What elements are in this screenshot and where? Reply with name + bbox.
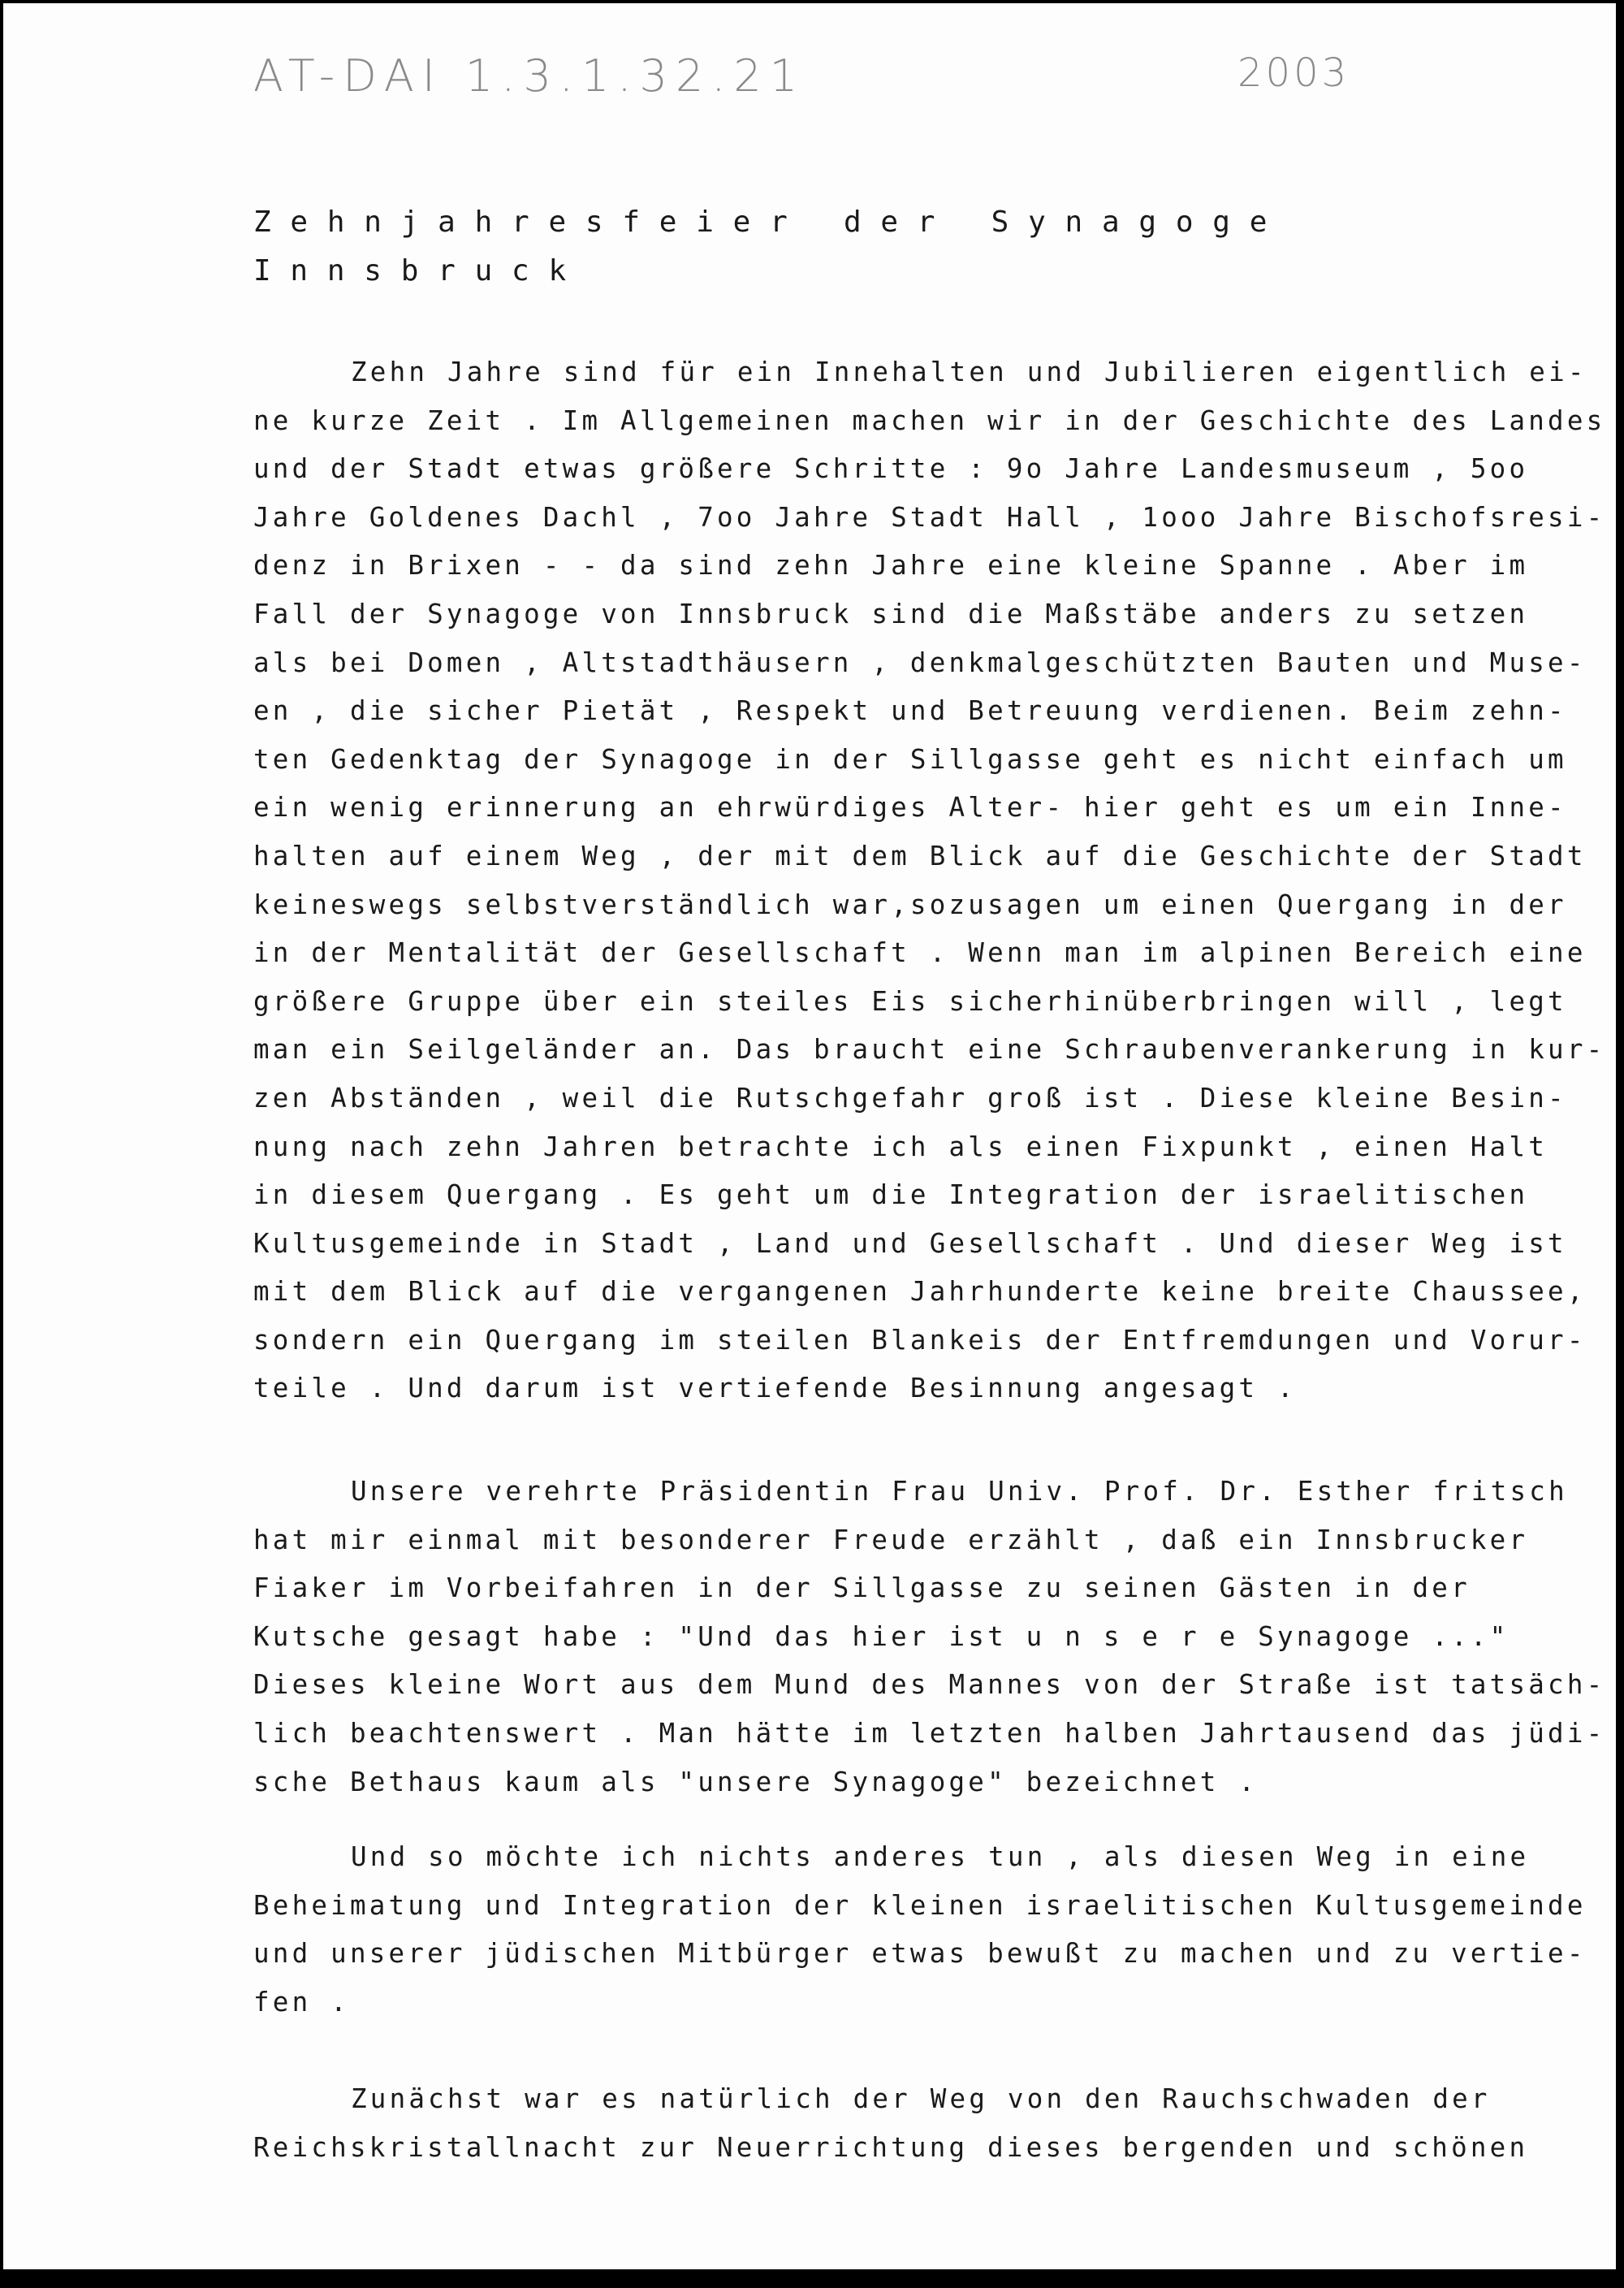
paragraph-line: halten auf einem Weg , der mit dem Blick auf die Geschichte der Stadt (253, 840, 1587, 872)
paragraph-line: Unsere verehrte Präsidentin Frau Univ. Prof. Dr. Esther fritsch (351, 1476, 1568, 1507)
paragraph-line: und unserer jüdischen Mitbürger etwas bewußt zu machen und zu vertie- (253, 1938, 1587, 1970)
paragraph-line: mit dem Blick auf die vergangenen Jahrhunderte keine breite Chaussee, (253, 1276, 1587, 1308)
paragraph-line: Beheimatung und Integration der kleinen israelitischen Kultusgemeinde (253, 1889, 1587, 1921)
paragraph-line: sche Bethaus kaum als "unsere Synagoge" bezeichnet . (253, 1766, 1259, 1797)
document-title (253, 198, 1286, 296)
paragraph-line: ein wenig erinnerung an ehrwürdiges Alter- hier geht es um ein Inne- (253, 792, 1567, 824)
paragraph-line: Fiaker im Vorbeifahren in der Sillgasse zu seinen Gästen in der (253, 1572, 1471, 1604)
paragraph-line: Dieses kleine Wort aus dem Mund des Mannes von der Straße ist tatsäch- (253, 1669, 1606, 1701)
paragraph-line: Fall der Synagoge von Innsbruck sind die Maßstäbe anders zu setzen (253, 598, 1529, 629)
paragraph-line: keineswegs selbstverständlich war,sozusagen um einen Quergang in der (253, 889, 1567, 920)
title-line-1: Zehnjahresfeier der Synagoge (253, 205, 1287, 239)
paragraph-line: Zehn Jahre sind für ein Innehalten und Jubilieren eigentlich ei- (351, 357, 1587, 387)
paragraph-line: Zunächst war es natürlich der Weg von den Rauchschwaden der (351, 2083, 1491, 2114)
paragraph-line: sondern ein Quergang im steilen Blankeis der Entfremdungen und Vorur- (253, 1324, 1587, 1356)
paragraph-line: en , die sicher Pietät , Respekt und Betreuung verdienen. Beim zehn- (253, 695, 1567, 727)
paragraph-line: teile . Und darum ist vertiefende Besinnung angesagt . (253, 1373, 1297, 1404)
paragraph-3 (253, 1833, 1587, 2026)
paragraph-line: hat mir einmal mit besonderer Freude erzählt , daß ein Innsbrucker (253, 1524, 1529, 1555)
paragraph-line: Kutsche gesagt habe : "Und das hier ist u n s e r e Synagoge ..." (253, 1620, 1510, 1652)
paragraph-line: ne kurze Zeit . Im Allgemeinen machen wir in der Geschichte des Landes (253, 404, 1606, 436)
paragraph-line: Kultusgemeinde in Stadt , Land und Gesellschaft . Und dieser Weg ist (253, 1227, 1567, 1259)
year-handwritten: 2003 (1237, 50, 1350, 96)
paragraph-line: in diesem Quergang . Es geht um die Integration der israelitischen (253, 1179, 1529, 1211)
paragraph-line: Reichskristallnacht zur Neuerrichtung dieses bergenden und schönen (253, 2131, 1529, 2163)
paragraph-line: lich beachtenswert . Man hätte im letzten halben Jahrtausend das jüdi- (253, 1717, 1606, 1749)
paragraph-line: man ein Seilgeländer an. Das braucht eine Schraubenverankerung in kur- (253, 1034, 1606, 1066)
title-line-2: Innsbruck (253, 254, 585, 288)
paragraph-line: nung nach zehn Jahren betrachte ich als einen Fixpunkt , einen Halt (253, 1131, 1548, 1162)
paragraph-line: als bei Domen , Altstadthäusern , denkmalgeschützten Bauten und Muse- (253, 647, 1587, 678)
paragraph-line: denz in Brixen - - da sind zehn Jahre eine kleine Spanne . Aber im (253, 550, 1529, 582)
paragraph-line: und der Stadt etwas größere Schritte : 9o Jahre Landesmuseum , 5oo (253, 453, 1529, 485)
paragraph-line: ten Gedenktag der Synagoge in der Sillgasse geht es nicht einfach um (253, 743, 1567, 775)
paragraph-2 (253, 1468, 1605, 1806)
paragraph-line: Und so möchte ich nichts anderes tun , als diesen Weg in eine (351, 1841, 1530, 1872)
archive-signature-handwritten: AT-DAI 1.3.1.32.21 (253, 50, 806, 102)
document-page (3, 3, 1616, 2269)
paragraph-line: zen Abständen , weil die Rutschgefahr groß ist . Diese kleine Besin- (253, 1082, 1567, 1114)
paragraph-line: in der Mentalität der Gesellschaft . Wenn man im alpinen Bereich eine (253, 937, 1587, 969)
paragraph-1 (253, 348, 1605, 1413)
paragraph-line: Jahre Goldenes Dachl , 7oo Jahre Stadt Hall , 1ooo Jahre Bischofsresi- (253, 501, 1606, 533)
paragraph-4 (253, 2075, 1528, 2172)
paragraph-line: fen . (253, 1986, 350, 2018)
paragraph-line: größere Gruppe über ein steiles Eis sicherhinüberbringen will , legt (253, 985, 1567, 1017)
